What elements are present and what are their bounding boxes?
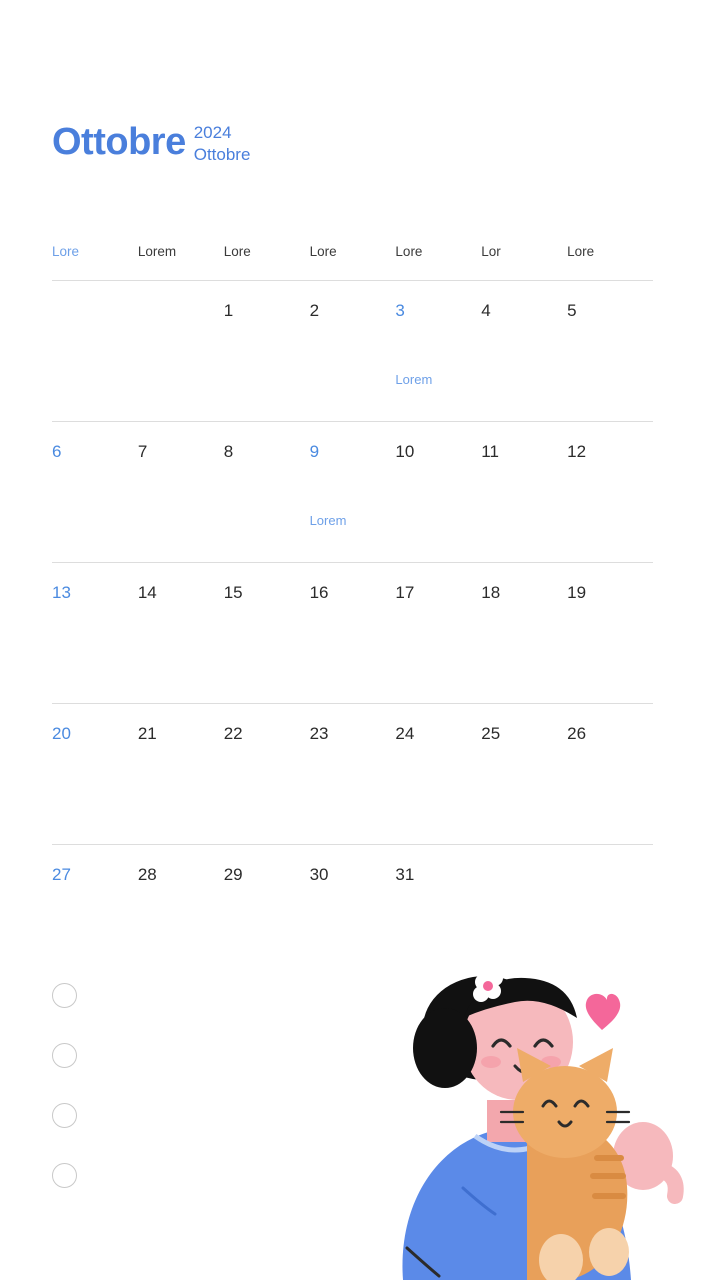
day-cell[interactable]: [138, 563, 224, 703]
calendar-week-row: [52, 703, 653, 844]
day-note: Lorem: [395, 372, 433, 387]
day-cell[interactable]: [395, 422, 481, 562]
day-cell[interactable]: [224, 422, 310, 562]
day-cell[interactable]: [52, 563, 138, 703]
page-title: Ottobre: [52, 121, 186, 163]
notes-bullet-list: [52, 983, 77, 1223]
weekday-header-row: [52, 222, 653, 280]
day-cell[interactable]: [224, 845, 310, 963]
day-number: 28: [137, 865, 157, 884]
day-cell[interactable]: [567, 845, 653, 963]
day-number: 27: [52, 865, 71, 884]
day-number: 21: [137, 724, 157, 743]
day-cell[interactable]: [481, 704, 567, 844]
day-cell[interactable]: [138, 845, 224, 963]
day-number: 12: [567, 442, 587, 461]
day-cell[interactable]: [224, 704, 310, 844]
day-cell[interactable]: [395, 281, 481, 421]
day-number: 6: [52, 442, 62, 461]
day-number: 20: [52, 724, 71, 743]
day-number: 4: [481, 301, 491, 320]
day-cell[interactable]: [310, 281, 396, 421]
day-cell[interactable]: [567, 422, 653, 562]
day-cell[interactable]: [138, 422, 224, 562]
calendar-grid: [52, 222, 653, 963]
day-cell[interactable]: [52, 422, 138, 562]
day-number: 1: [223, 301, 234, 320]
day-number: 9: [309, 442, 320, 461]
bullet-circle-2[interactable]: [52, 1043, 77, 1068]
day-number: 25: [481, 724, 501, 743]
day-number: 13: [52, 583, 71, 602]
bullet-circle-4[interactable]: [52, 1163, 77, 1188]
bullet-circle-3[interactable]: [52, 1103, 77, 1128]
day-number: 22: [223, 724, 243, 743]
day-number: 3: [395, 301, 405, 320]
day-number: 15: [223, 583, 243, 602]
day-number: 30: [309, 865, 329, 884]
day-cell[interactable]: [310, 704, 396, 844]
day-cell[interactable]: [310, 845, 396, 963]
day-cell[interactable]: [310, 563, 396, 703]
weekday-header-3: Lore: [309, 243, 337, 259]
weekday-header-0: Lore: [52, 243, 80, 259]
header-subtitle-group: [194, 122, 251, 166]
day-number: 31: [395, 865, 415, 884]
day-note: Lorem: [309, 513, 347, 528]
heart-icon: [586, 994, 620, 1030]
day-number: 2: [309, 301, 320, 320]
day-number: 29: [223, 865, 243, 884]
day-number: 19: [567, 583, 587, 602]
day-cell[interactable]: [224, 563, 310, 703]
girl-holding-cat-illustration: [375, 960, 705, 1280]
day-number: 8: [223, 442, 234, 461]
day-number: 18: [481, 583, 501, 602]
day-cell[interactable]: [395, 845, 481, 963]
day-number: 11: [481, 442, 499, 461]
day-number: 26: [567, 724, 587, 743]
finger-shape: [661, 1170, 676, 1196]
day-cell[interactable]: [567, 281, 653, 421]
weekday-header-5: Lor: [481, 243, 501, 259]
day-number: 16: [309, 583, 329, 602]
weekday-header-1: Lorem: [137, 243, 177, 259]
day-cell[interactable]: [138, 704, 224, 844]
calendar-week-row: [52, 421, 653, 562]
weekday-header-4: Lore: [395, 243, 423, 259]
day-cell[interactable]: [481, 422, 567, 562]
day-number: 24: [395, 724, 415, 743]
month-subtitle: Ottobre: [193, 145, 251, 164]
bullet-circle-1[interactable]: [52, 983, 77, 1008]
day-cell[interactable]: [481, 281, 567, 421]
day-number: 23: [309, 724, 329, 743]
weekday-header-6: Lore: [567, 243, 595, 259]
day-cell[interactable]: [481, 563, 567, 703]
day-number: 17: [395, 583, 415, 602]
day-number: 10: [395, 442, 415, 461]
day-number: 7: [137, 442, 148, 461]
cat-head: [513, 1066, 617, 1158]
day-cell[interactable]: [138, 281, 224, 421]
day-cell[interactable]: [567, 704, 653, 844]
calendar-week-row: [52, 280, 653, 421]
calendar-week-row: [52, 844, 653, 963]
day-cell[interactable]: [395, 704, 481, 844]
year-label: 2024: [193, 123, 232, 142]
left-cheek: [481, 1056, 501, 1068]
day-cell[interactable]: [310, 422, 396, 562]
day-cell[interactable]: [481, 845, 567, 963]
day-number: 5: [567, 301, 577, 320]
day-number: 14: [137, 583, 157, 602]
day-cell[interactable]: [52, 281, 138, 421]
weekday-header-2: Lore: [223, 243, 251, 259]
day-cell[interactable]: [52, 845, 138, 963]
day-cell[interactable]: [567, 563, 653, 703]
day-cell[interactable]: [52, 704, 138, 844]
day-cell[interactable]: [395, 563, 481, 703]
hair-side: [413, 1008, 477, 1088]
day-cell[interactable]: [224, 281, 310, 421]
cat-paw-right: [589, 1228, 629, 1276]
calendar-header: [52, 120, 250, 166]
calendar-week-row: [52, 562, 653, 703]
